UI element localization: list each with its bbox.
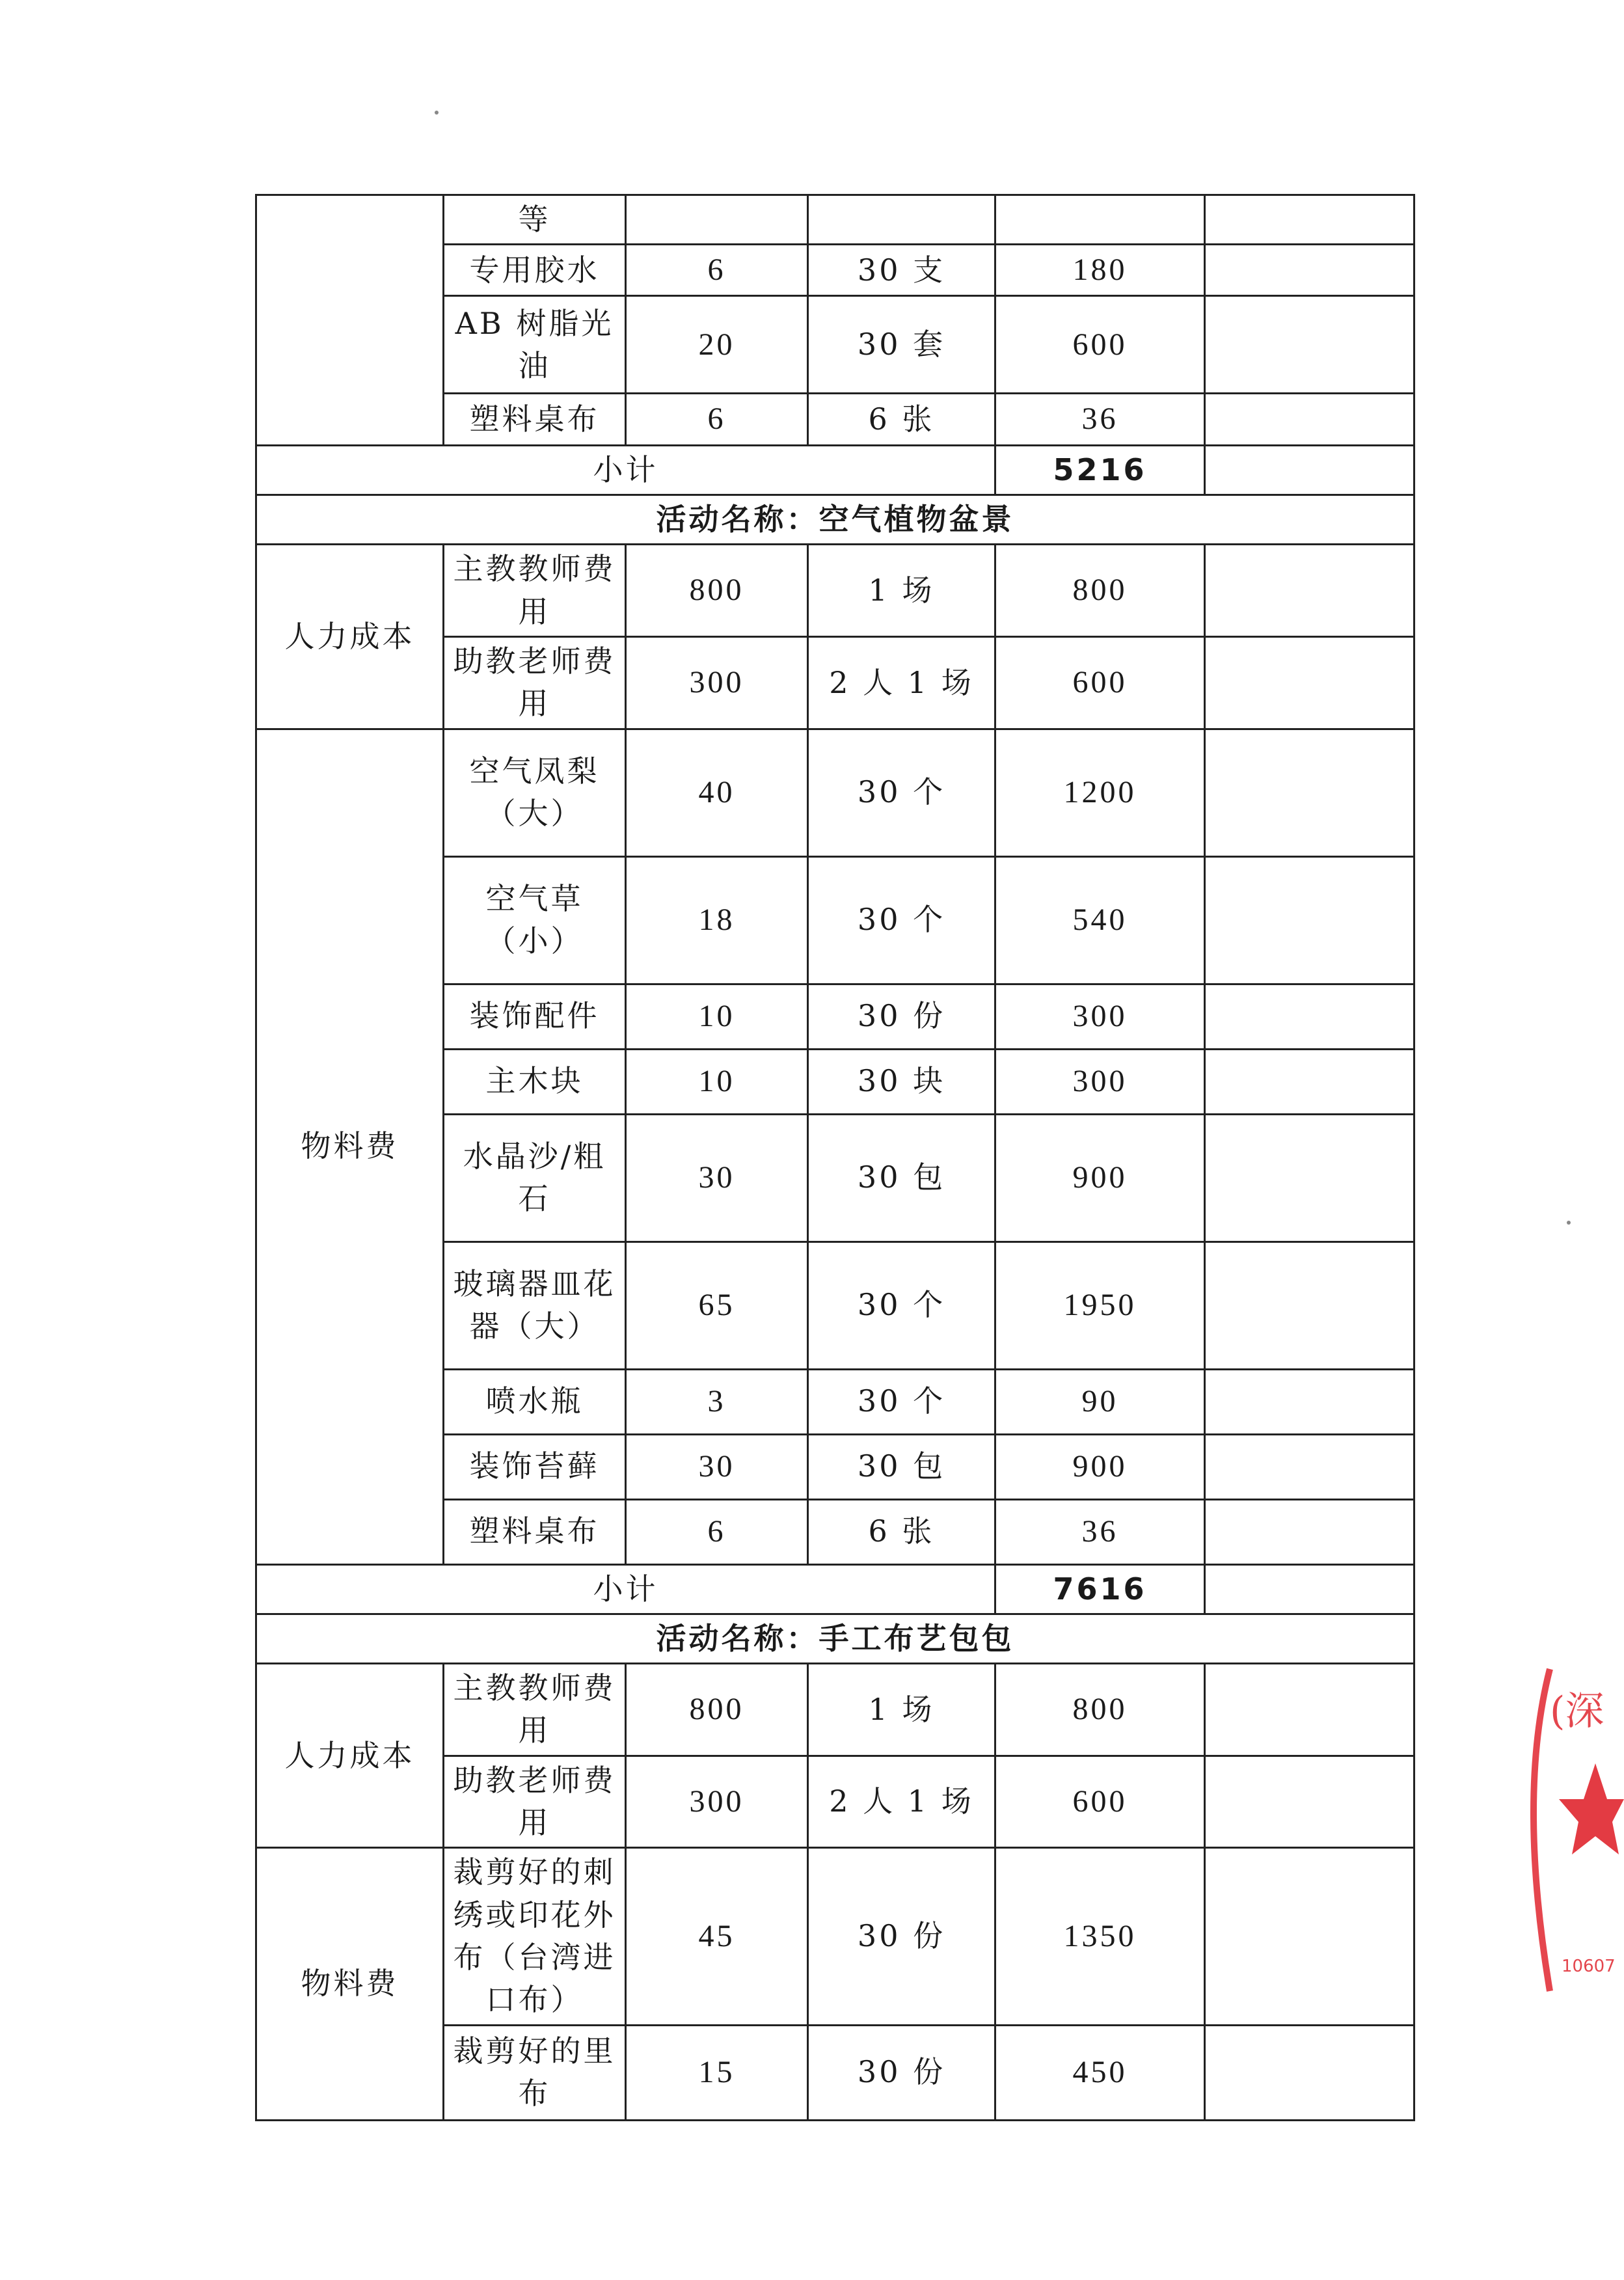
price-cell: 30 [626, 1434, 808, 1499]
scan-speck [435, 111, 439, 115]
group-cell-empty [256, 195, 444, 446]
price-cell: 18 [626, 856, 808, 984]
subtotal-value: 7616 [995, 1564, 1205, 1614]
qty-cell: 30 个 [808, 1242, 995, 1369]
qty-cell: 30 块 [808, 1049, 995, 1114]
price-cell: 300 [626, 1756, 808, 1848]
price-cell: 45 [626, 1848, 808, 2025]
qty-cell: 6 张 [808, 1499, 995, 1564]
item-cell: 空气草（小） [444, 856, 626, 984]
price-cell: 40 [626, 729, 808, 856]
note-cell [1205, 445, 1414, 495]
qty-cell [808, 195, 995, 245]
qty-cell: 2 人 1 场 [808, 636, 995, 729]
note-cell [1205, 1499, 1414, 1564]
item-cell: 装饰苔藓 [444, 1434, 626, 1499]
subtotal-row [256, 1564, 1414, 1614]
item-cell: 助教老师费用 [444, 636, 626, 729]
item-cell: 主木块 [444, 1049, 626, 1114]
note-cell [1205, 1369, 1414, 1434]
qty-cell: 30 份 [808, 984, 995, 1049]
section-title-row [256, 1614, 1414, 1663]
item-cell: 空气凤梨（大） [444, 729, 626, 856]
note-cell [1205, 195, 1414, 245]
total-cell: 800 [995, 1664, 1205, 1756]
note-cell [1205, 245, 1414, 296]
qty-cell: 1 场 [808, 1664, 995, 1756]
section-title: 活动名称：手工布艺包包 [256, 1614, 1414, 1663]
group-label-labor: 人力成本 [256, 1664, 444, 1848]
total-cell [995, 195, 1205, 245]
subtotal-label: 小计 [256, 1564, 995, 1614]
seal-icon [1511, 1666, 1624, 2004]
item-cell: 水晶沙/粗石 [444, 1114, 626, 1242]
note-cell [1205, 545, 1414, 637]
qty-cell: 30 包 [808, 1434, 995, 1499]
note-cell [1205, 1756, 1414, 1848]
table-row [256, 1664, 1414, 1756]
price-cell: 6 [626, 245, 808, 296]
price-cell: 10 [626, 984, 808, 1049]
qty-cell: 30 份 [808, 1848, 995, 2025]
item-cell: 裁剪好的里布 [444, 2025, 626, 2120]
qty-cell: 30 份 [808, 2025, 995, 2120]
note-cell [1205, 1049, 1414, 1114]
table-row [256, 729, 1414, 856]
subtotal-value: 5216 [995, 445, 1205, 495]
seal-star-icon [1559, 1763, 1624, 1854]
note-cell [1205, 984, 1414, 1049]
total-cell: 450 [995, 2025, 1205, 2120]
note-cell [1205, 1114, 1414, 1242]
note-cell [1205, 296, 1414, 394]
group-label-materials: 物料费 [256, 729, 444, 1564]
price-cell: 6 [626, 1499, 808, 1564]
seal-code-fragment: 10607 [1562, 1957, 1616, 1976]
price-cell: 800 [626, 545, 808, 637]
note-cell [1205, 1848, 1414, 2025]
section-title-row [256, 495, 1414, 544]
red-seal-fragment [1511, 1666, 1624, 2004]
price-cell: 20 [626, 296, 808, 394]
total-cell: 1350 [995, 1848, 1205, 2025]
note-cell [1205, 2025, 1414, 2120]
group-label-materials: 物料费 [256, 1848, 444, 2120]
note-cell [1205, 1434, 1414, 1499]
total-cell: 800 [995, 545, 1205, 637]
note-cell [1205, 636, 1414, 729]
price-cell: 3 [626, 1369, 808, 1434]
item-cell: 主教教师费用 [444, 545, 626, 637]
price-cell: 6 [626, 394, 808, 445]
item-cell: 等 [444, 195, 626, 245]
price-cell: 10 [626, 1049, 808, 1114]
seal-text-fragment: (深 [1550, 1689, 1604, 1734]
table-row [256, 545, 1414, 637]
note-cell [1205, 1242, 1414, 1369]
qty-cell: 30 个 [808, 856, 995, 984]
total-cell: 300 [995, 984, 1205, 1049]
total-cell: 1950 [995, 1242, 1205, 1369]
subtotal-row [256, 445, 1414, 495]
note-cell [1205, 394, 1414, 445]
subtotal-label: 小计 [256, 445, 995, 495]
price-cell [626, 195, 808, 245]
qty-cell: 30 套 [808, 296, 995, 394]
qty-cell: 2 人 1 场 [808, 1756, 995, 1848]
total-cell: 600 [995, 1756, 1205, 1848]
item-cell: 塑料桌布 [444, 1499, 626, 1564]
qty-cell: 30 支 [808, 245, 995, 296]
total-cell: 900 [995, 1114, 1205, 1242]
scan-speck [1567, 1221, 1571, 1225]
total-cell: 600 [995, 296, 1205, 394]
note-cell [1205, 729, 1414, 856]
price-cell: 15 [626, 2025, 808, 2120]
price-cell: 300 [626, 636, 808, 729]
total-cell: 540 [995, 856, 1205, 984]
total-cell: 36 [995, 394, 1205, 445]
qty-cell: 6 张 [808, 394, 995, 445]
price-cell: 30 [626, 1114, 808, 1242]
item-cell: 助教老师费用 [444, 1756, 626, 1848]
total-cell: 600 [995, 636, 1205, 729]
total-cell: 90 [995, 1369, 1205, 1434]
note-cell [1205, 1564, 1414, 1614]
item-cell: 专用胶水 [444, 245, 626, 296]
item-cell: 喷水瓶 [444, 1369, 626, 1434]
total-cell: 180 [995, 245, 1205, 296]
total-cell: 300 [995, 1049, 1205, 1114]
item-cell: 裁剪好的刺绣或印花外布（台湾进口布） [444, 1848, 626, 2025]
budget-table [255, 194, 1415, 2121]
item-cell: 主教教师费用 [444, 1664, 626, 1756]
table-row [256, 1848, 1414, 2025]
group-label-labor: 人力成本 [256, 545, 444, 729]
qty-cell: 30 包 [808, 1114, 995, 1242]
item-cell: 装饰配件 [444, 984, 626, 1049]
item-cell: 玻璃器皿花器（大） [444, 1242, 626, 1369]
price-cell: 65 [626, 1242, 808, 1369]
table-row [256, 195, 1414, 245]
price-cell: 800 [626, 1664, 808, 1756]
qty-cell: 30 个 [808, 729, 995, 856]
total-cell: 36 [995, 1499, 1205, 1564]
qty-cell: 1 场 [808, 545, 995, 637]
total-cell: 1200 [995, 729, 1205, 856]
item-cell: AB 树脂光油 [444, 296, 626, 394]
note-cell [1205, 856, 1414, 984]
section-title: 活动名称：空气植物盆景 [256, 495, 1414, 544]
qty-cell: 30 个 [808, 1369, 995, 1434]
note-cell [1205, 1664, 1414, 1756]
total-cell: 900 [995, 1434, 1205, 1499]
item-cell: 塑料桌布 [444, 394, 626, 445]
